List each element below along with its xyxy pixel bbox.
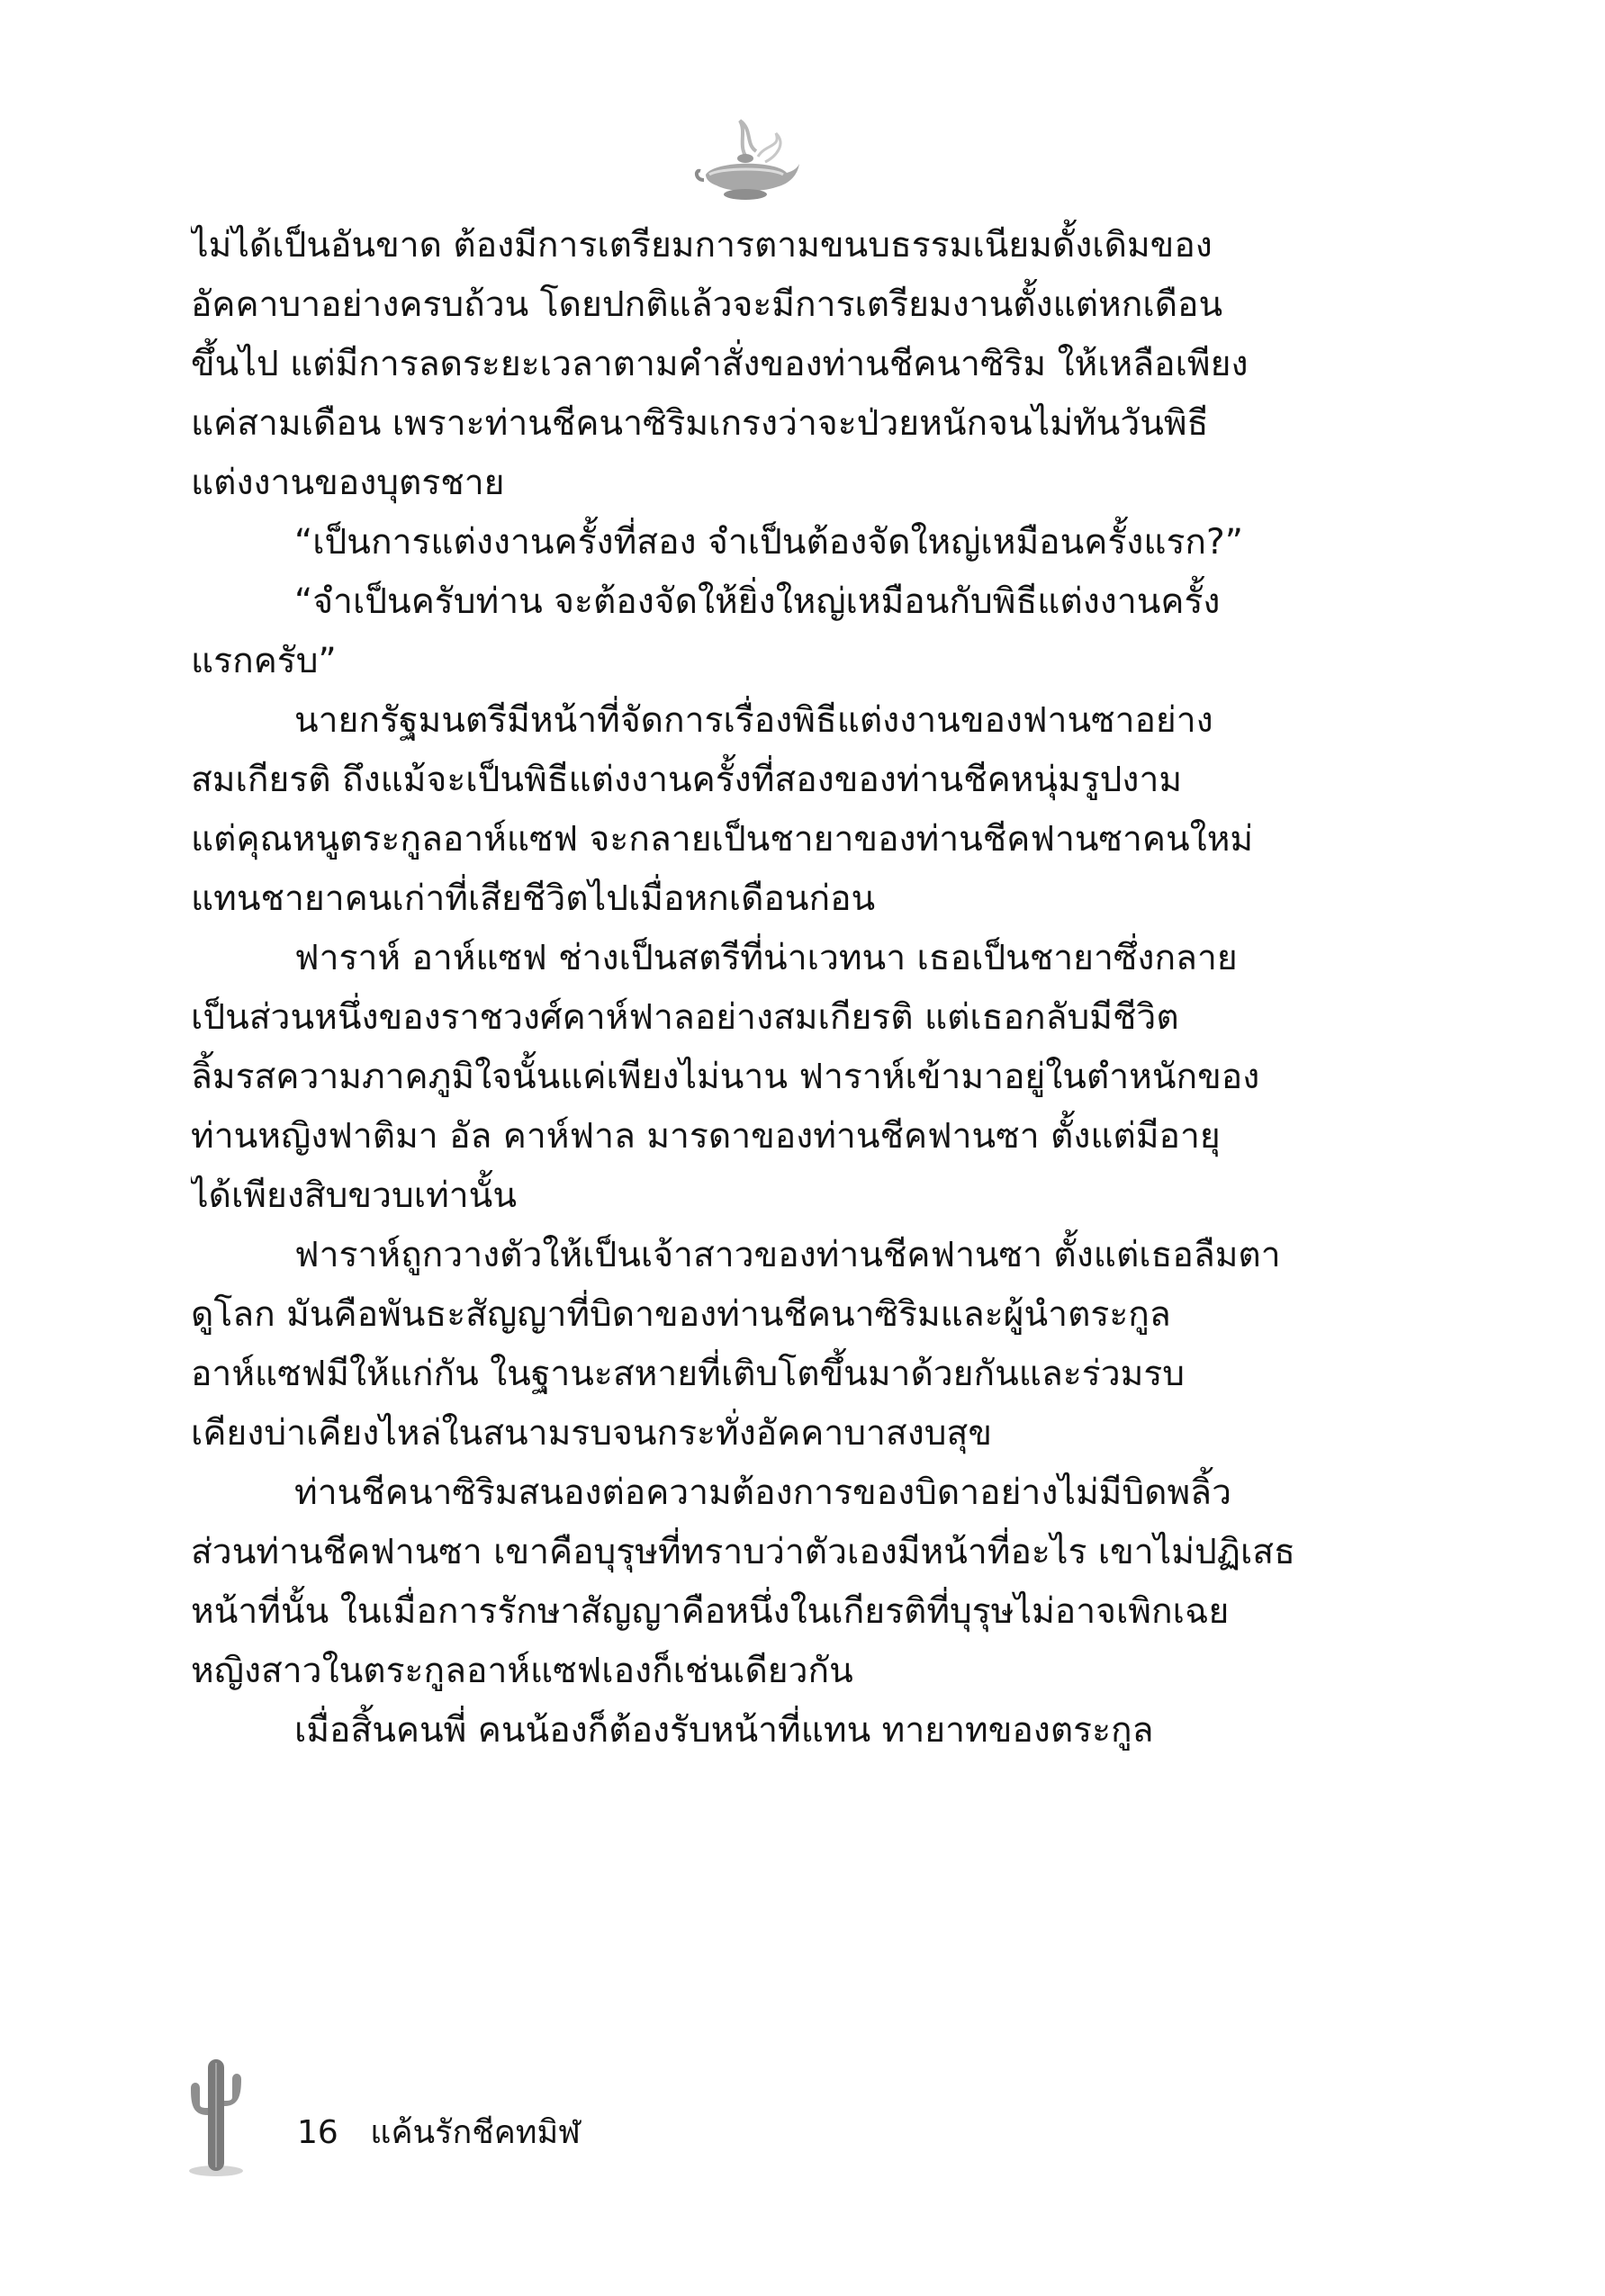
text-line: ฟาราห์ อาห์แซฟ ช่างเป็นสตรีที่น่าเวทนา เธอเป็นชายาซึ่งกลาย [294,938,1238,978]
paragraph [191,1226,1343,1463]
paragraph [191,691,1343,929]
text-line: อาห์แซฟมีให้แก่กัน ในฐานะสหายที่เติบโตขึ้นมาด้วยกันและร่วมรบ [191,1354,1186,1394]
text-line: ดูโลก มันคือพันธะสัญญาที่บิดาของท่านชีคนาซิริมและผู้นำตระกูล [191,1294,1171,1335]
text-line: สมเกียรติ ถึงแม้จะเป็นพิธีแต่งงานครั้งที่สองของท่านชีคหนุ่มรูปงาม [191,760,1183,800]
text-line: แค่สามเดือน เพราะท่านชีคนาซิริมเกรงว่าจะป่วยหนักจนไม่ทันวันพิธี [191,403,1209,444]
paragraph [191,1463,1343,1701]
text-line: ท่านชีคนาซิริมสนองต่อความต้องการของบิดาอย่างไม่มีบิดพลิ้ว [294,1472,1231,1513]
paragraph [191,572,1343,691]
cactus-icon [180,2052,252,2178]
text-line: แต่คุณหนูตระกูลอาห์แซฟ จะกลายเป็นชายาของท่านชีคฟานซาคนใหม่ [191,819,1254,860]
text-line: หน้าที่นั้น ในเมื่อการรักษาสัญญาคือหนึ่งในเกียรติที่บุรุษไม่อาจเพิกเฉย [191,1591,1230,1632]
paragraph [191,1701,1343,1760]
text-line: อัคคาบาอย่างครบถ้วน โดยปกติแล้วจะมีการเตรียมงานตั้งแต่หกเดือน [191,284,1223,325]
text-line: เป็นส่วนหนึ่งของราชวงศ์คาห์ฟาลอย่างสมเกียรติ แต่เธอกลับมีชีวิต [191,997,1179,1038]
text-line: ส่วนท่านชีคฟานซา เขาคือบุรุษที่ทราบว่าตัวเองมีหน้าที่อะไร เขาไม่ปฏิเสธ [191,1532,1295,1572]
page-footer [297,2111,581,2156]
text-line: เคียงบ่าเคียงไหล่ในสนามรบจนกระทั่งอัคคาบาสงบสุข [191,1413,992,1454]
paragraph [191,216,1343,513]
text-line: “เป็นการแต่งงานครั้งที่สอง จำเป็นต้องจัดใหญ่เหมือนครั้งแรก?” [294,522,1243,563]
book-title: แค้นรักชีคทมิฬ [370,2114,581,2151]
text-line: ลิ้มรสความภาคภูมิใจนั้นแค่เพียงไม่นาน ฟาราห์เข้ามาอยู่ในตำหนักของ [191,1057,1260,1097]
genie-lamp-icon [693,108,801,207]
body-text [191,216,1343,1760]
text-line: แทนชายาคนเก่าที่เสียชีวิตไปเมื่อหกเดือนก่อน [191,878,876,919]
text-line: ขึ้นไป แต่มีการลดระยะเวลาตามคำสั่งของท่านชีคนาซิริม ให้เหลือเพียง [191,344,1249,384]
text-line: หญิงสาวในตระกูลอาห์แซฟเองก็เช่นเดียวกัน [191,1651,853,1691]
page-number: 16 [297,2114,338,2151]
text-line: “จำเป็นครับท่าน จะต้องจัดให้ยิ่งใหญ่เหมือนกับพิธีแต่งงานครั้ง [294,581,1221,622]
text-line: เมื่อสิ้นคนพี่ คนน้องก็ต้องรับหน้าที่แทน ทายาทของตระกูล [294,1710,1154,1751]
text-line: นายกรัฐมนตรีมีหน้าที่จัดการเรื่องพิธีแต่งงานของฟานซาอย่าง [294,700,1213,741]
text-line: ไม่ได้เป็นอันขาด ต้องมีการเตรียมการตามขนบธรรมเนียมดั้งเดิมของ [191,225,1213,266]
text-line: ฟาราห์ถูกวางตัวให้เป็นเจ้าสาวของท่านชีคฟานซา ตั้งแต่เธอลืมตา [294,1235,1281,1275]
paragraph [191,929,1343,1226]
paragraph [191,513,1343,572]
text-line: ท่านหญิงฟาติมา อัล คาห์ฟาล มารดาของท่านชีคฟานซา ตั้งแต่มีอายุ [191,1116,1221,1157]
text-line: ได้เพียงสิบขวบเท่านั้น [191,1175,518,1216]
text-line: แต่งงานของบุตรชาย [191,463,505,503]
text-line: แรกครับ” [191,641,337,681]
